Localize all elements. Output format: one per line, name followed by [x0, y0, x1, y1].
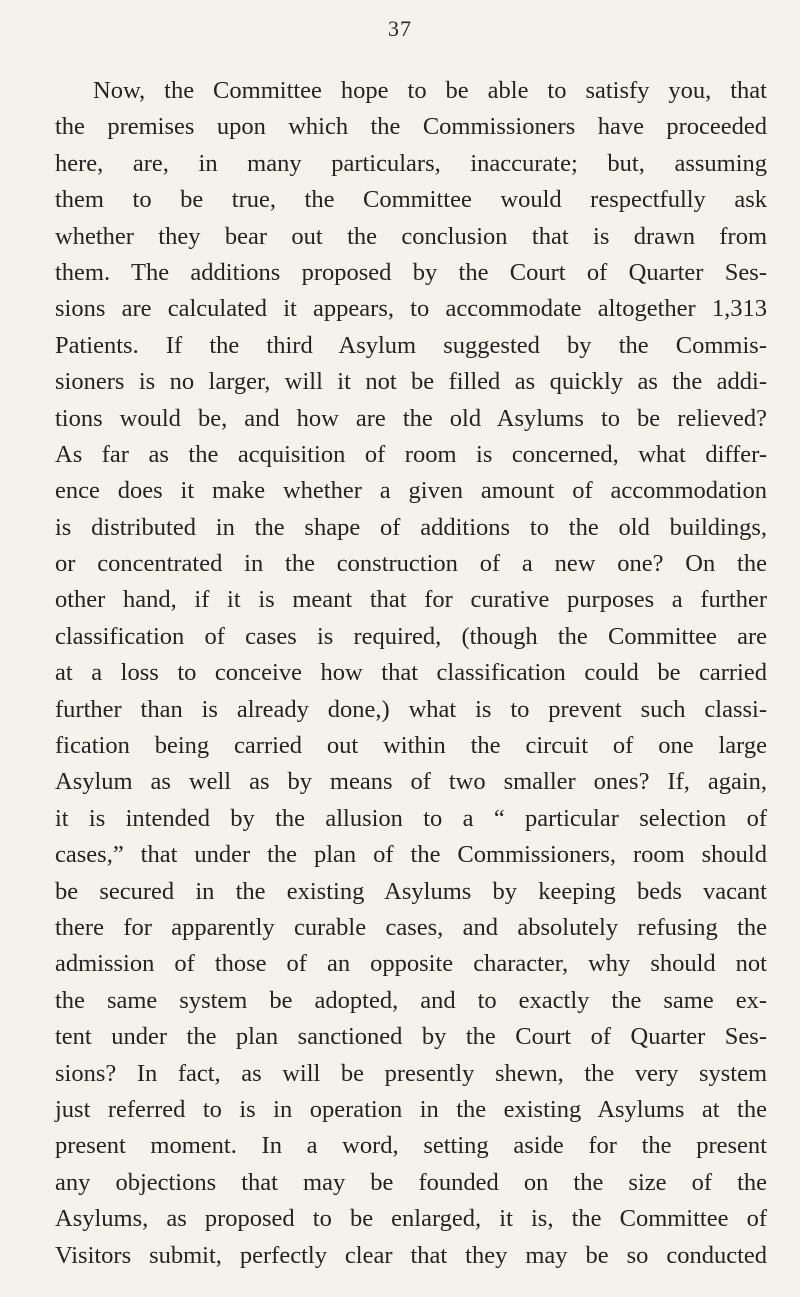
- text-line: Asylum as well as by means of two smaller ones? If, again,: [55, 768, 767, 796]
- text-line: sions are calculated it appears, to accommodate altogether 1,313: [55, 295, 767, 323]
- text-line: any objections that may be founded on the size of the: [55, 1168, 767, 1196]
- text-line: them. The additions proposed by the Court of Quarter Ses-: [55, 258, 767, 286]
- text-line: Visitors submit, perfectly clear that they may be so conducted: [55, 1241, 767, 1269]
- text-line: As far as the acquisition of room is concerned, what differ-: [55, 440, 767, 468]
- text-line: Patients. If the third Asylum suggested by the Commis-: [55, 331, 767, 359]
- text-line: there for apparently curable cases, and absolutely refusing the: [55, 913, 767, 941]
- text-line: ence does it make whether a given amount of accommodation: [55, 477, 767, 505]
- text-line: the same system be adopted, and to exactly the same ex-: [55, 986, 767, 1014]
- text-line: cases,” that under the plan of the Commissioners, room should: [55, 841, 767, 869]
- text-line: at a loss to conceive how that classification could be carried: [55, 659, 767, 687]
- text-line: it is intended by the allusion to a “ particular selection of: [55, 804, 767, 832]
- text-line: them to be true, the Committee would respectfully ask: [55, 186, 767, 214]
- text-line: sions? In fact, as will be presently shewn, the very system: [55, 1059, 767, 1087]
- text-line: further than is already done,) what is to prevent such classi-: [55, 695, 767, 723]
- text-line: is distributed in the shape of additions to the old buildings,: [55, 513, 767, 541]
- text-line: classification of cases is required, (though the Committee are: [55, 622, 767, 650]
- text-line: admission of those of an opposite character, why should not: [55, 950, 767, 978]
- text-line: here, are, in many particulars, inaccurate; but, assuming: [55, 149, 767, 177]
- text-line: just referred to is in operation in the existing Asylums at the: [55, 1095, 767, 1123]
- text-line: present moment. In a word, setting aside for the present: [55, 1132, 767, 1160]
- text-line: tions would be, and how are the old Asylums to be relieved?: [55, 404, 767, 432]
- text-line: fication being carried out within the circuit of one large: [55, 732, 767, 760]
- text-line: the premises upon which the Commissioners have proceeded: [55, 113, 767, 141]
- text-line: tent under the plan sanctioned by the Court of Quarter Ses-: [55, 1023, 767, 1051]
- text-line: other hand, if it is meant that for curative purposes a further: [55, 586, 767, 614]
- text-line: or concentrated in the construction of a new one? On the: [55, 550, 767, 578]
- text-line: be secured in the existing Asylums by keeping beds vacant: [55, 877, 767, 905]
- text-line: whether they bear out the conclusion that is drawn from: [55, 222, 767, 250]
- text-line: Now, the Committee hope to be able to satisfy you, that: [93, 77, 767, 104]
- page-number: 37: [388, 16, 412, 41]
- text-line: sioners is no larger, will it not be filled as quickly as the addi-: [55, 368, 767, 396]
- body-text: [55, 73, 767, 1274]
- text-line: Asylums, as proposed to be enlarged, it is, the Committee of: [55, 1205, 767, 1233]
